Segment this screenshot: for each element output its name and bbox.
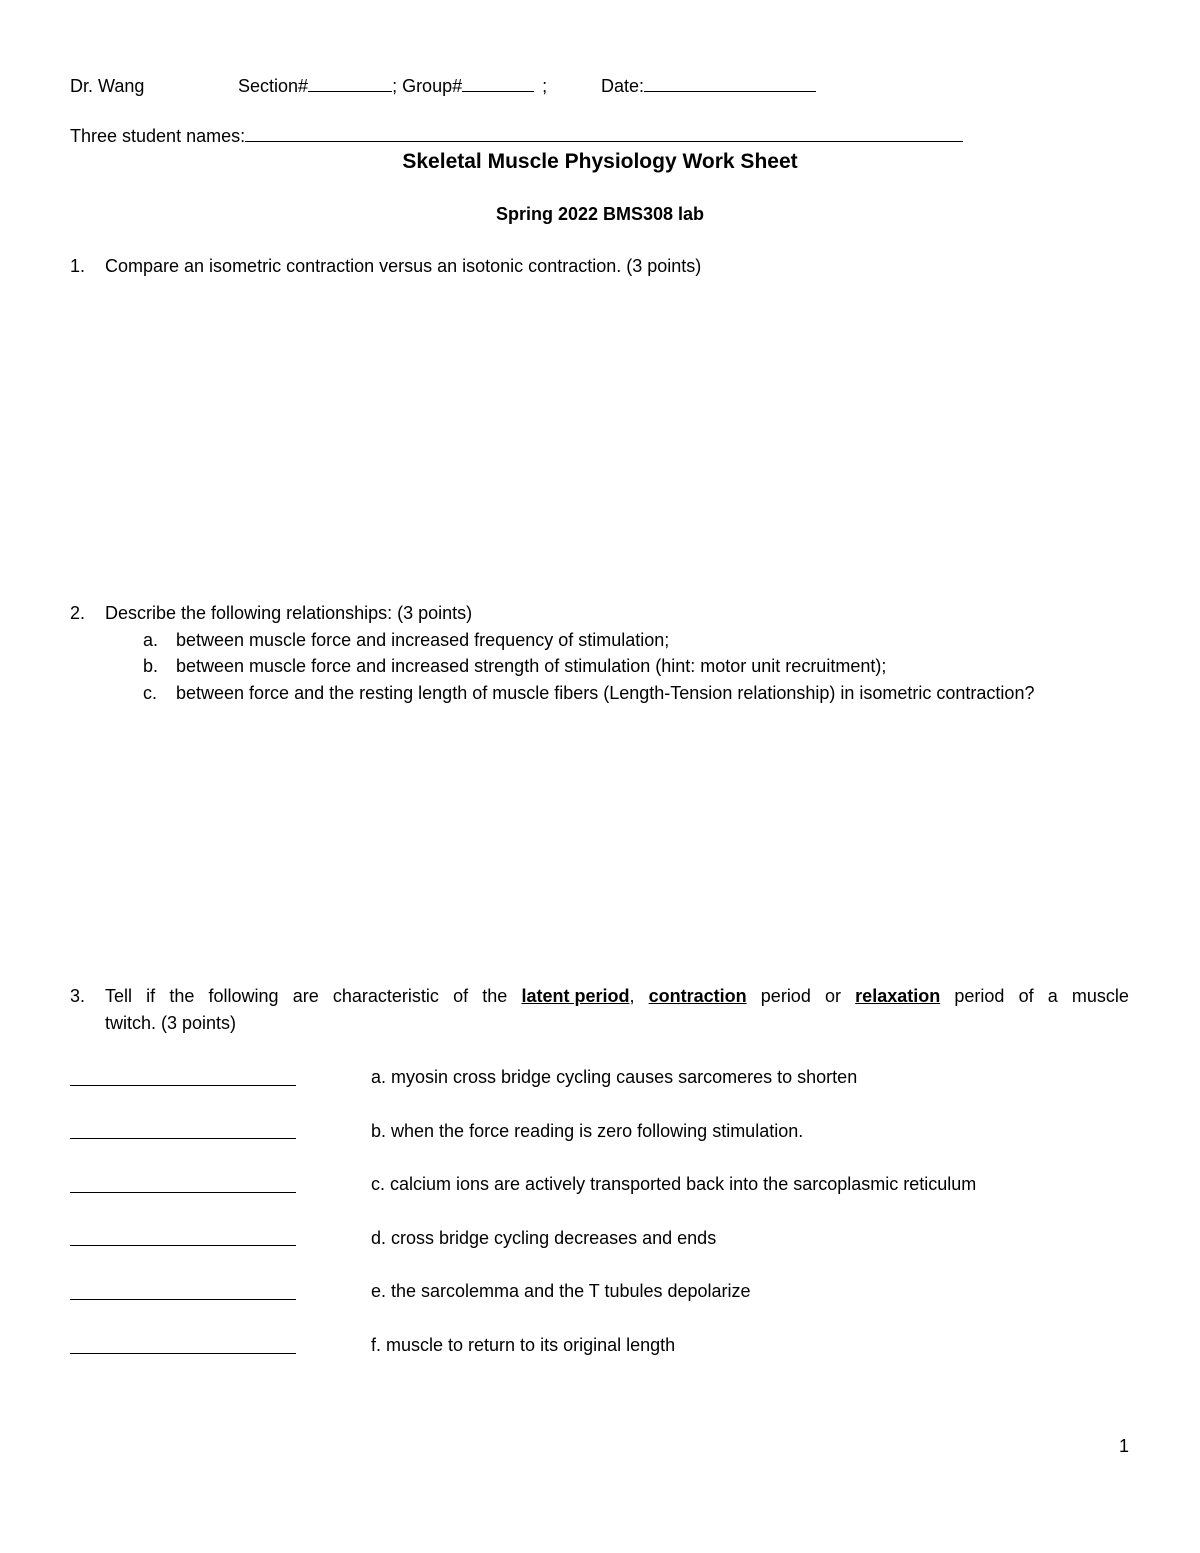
q2-item-text: between muscle force and increased frequency of stimulation; [176, 630, 670, 650]
section-field [238, 75, 547, 97]
q3-text-line2: twitch. (3 points) [105, 1013, 237, 1033]
q3-item: c. calcium ions are actively transported back into the sarcoplasmic reticulum [371, 1174, 977, 1194]
q3-word: are [292, 986, 319, 1006]
q3-word: of [1018, 986, 1034, 1006]
q2-item-letter: b. [143, 656, 159, 676]
date-label: Date: [601, 76, 645, 96]
q2-item-text: between force and the resting length of muscle fibers (Length-Tension relationship) in isometric contraction? [176, 683, 1035, 703]
q3-word: of [453, 986, 469, 1006]
q3-answer-blank[interactable] [70, 1299, 296, 1300]
q3-latent-group [521, 985, 634, 1007]
q3-item: b. when the force reading is zero following stimulation. [371, 1121, 804, 1141]
q3-item: a. myosin cross bridge cycling causes sarcomeres to shorten [371, 1067, 858, 1087]
q3-item: d. cross bridge cycling decreases and ends [371, 1228, 717, 1248]
q3-word: if [146, 986, 156, 1006]
q3-word: or [825, 986, 842, 1006]
q3-word: Tell [105, 986, 133, 1006]
q3-term-contraction: contraction [648, 986, 747, 1006]
q3-answer-blank[interactable] [70, 1353, 296, 1354]
q3-number: 3. [70, 986, 86, 1006]
q3-answer-blank[interactable] [70, 1245, 296, 1246]
group-blank[interactable] [462, 75, 534, 92]
q3-word: characteristic [332, 986, 439, 1006]
q3-answer-blank[interactable] [70, 1138, 296, 1139]
page-number: 1 [1119, 1436, 1130, 1456]
student-names-blank[interactable] [245, 125, 963, 142]
q3-word: period [760, 986, 811, 1006]
q2-item-letter: a. [143, 630, 159, 650]
q2-item-letter: c. [143, 683, 158, 703]
student-names-field [70, 125, 963, 147]
date-field [601, 75, 816, 97]
q2-item-text: between muscle force and increased strength of stimulation (hint: motor unit recruitment); [176, 656, 887, 676]
q3-word: period [954, 986, 1005, 1006]
q3-word: the [482, 986, 508, 1006]
group-label: ; Group# [392, 76, 463, 96]
q3-answer-blank[interactable] [70, 1085, 296, 1086]
q1-text: Compare an isometric contraction versus an isotonic contraction. (3 points) [105, 256, 702, 276]
q3-answer-blank[interactable] [70, 1192, 296, 1193]
q3-item: e. the sarcolemma and the T tubules depolarize [371, 1281, 751, 1301]
instructor-name: Dr. Wang [70, 76, 145, 96]
worksheet-subtitle: Spring 2022 BMS308 lab [495, 204, 705, 224]
q3-word: the [169, 986, 195, 1006]
q1-number: 1. [70, 256, 86, 276]
q3-item: f. muscle to return to its original length [371, 1335, 676, 1355]
worksheet-title: Skeletal Muscle Physiology Work Sheet [402, 150, 798, 173]
q3-comma: , [629, 986, 635, 1006]
section-label: Section# [238, 76, 309, 96]
date-blank[interactable] [644, 75, 816, 92]
q3-text-line1 [105, 985, 1129, 1007]
q3-term-relaxation: relaxation [855, 986, 941, 1006]
q3-word: a [1047, 986, 1058, 1006]
q2-text: Describe the following relationships: (3 points) [105, 603, 473, 623]
q2-number: 2. [70, 603, 86, 623]
q3-term-latent-period: latent period [521, 986, 630, 1006]
student-names-label: Three student names: [70, 126, 246, 146]
section-blank[interactable] [308, 75, 392, 92]
q3-word: following [208, 986, 279, 1006]
group-separator: ; [542, 76, 548, 96]
q3-word: muscle [1071, 986, 1129, 1006]
